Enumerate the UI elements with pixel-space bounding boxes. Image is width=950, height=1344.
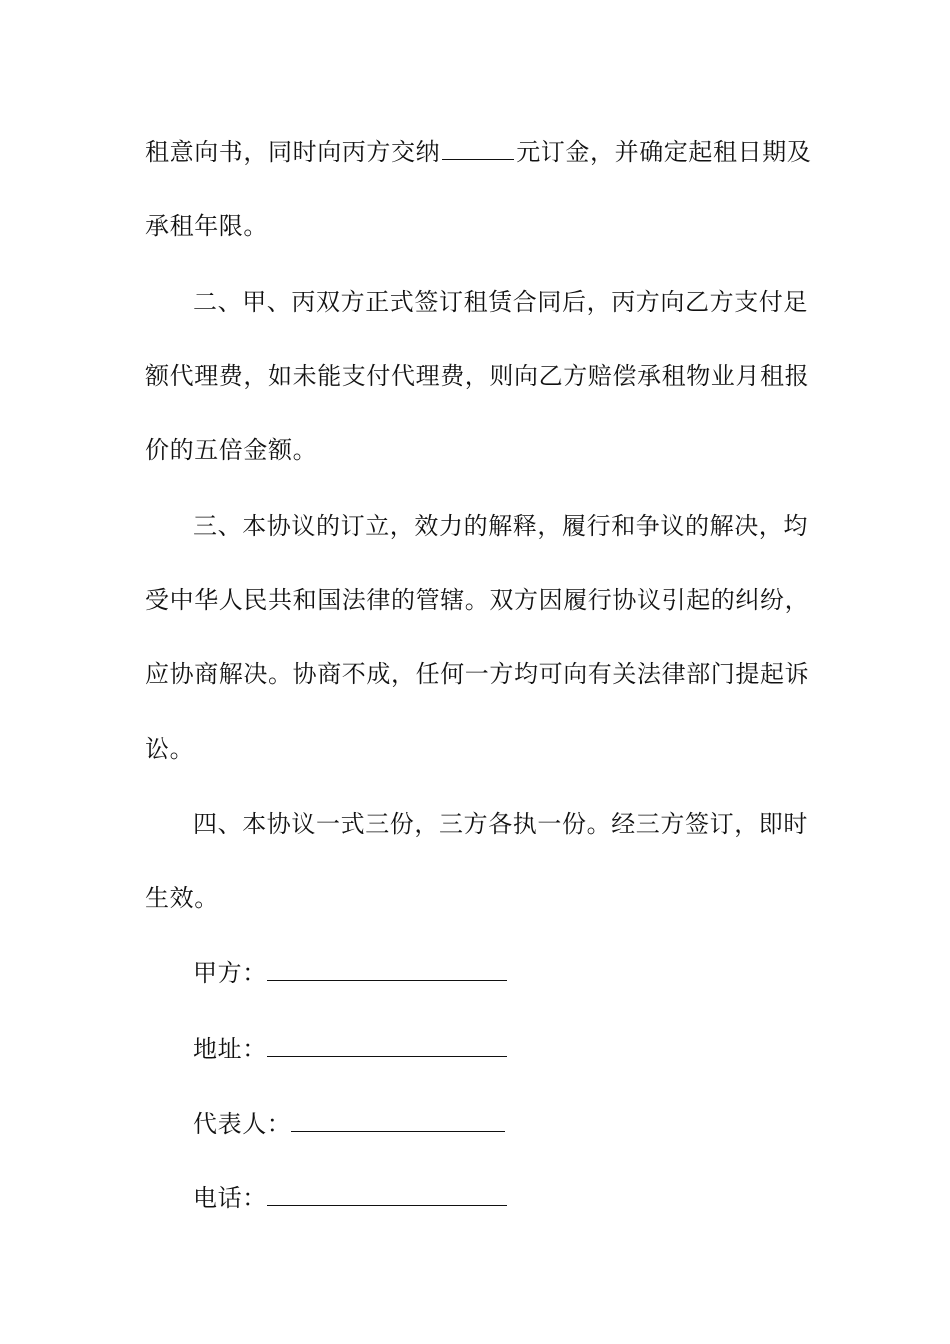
para2-line3: 价的五倍金额。 xyxy=(145,436,318,464)
representative-field xyxy=(193,1108,810,1140)
para2-line2: 额代理费，如未能支付代理费，则向乙方赔偿承租物业月租报 xyxy=(145,362,810,390)
para4-line2: 生效。 xyxy=(145,884,219,912)
para4-line1: 四、本协议一式三份，三方各执一份。经三方签订，即时 xyxy=(193,810,808,838)
party-a-label: 甲方： xyxy=(193,959,267,987)
address-field xyxy=(193,1033,810,1065)
para1-text-b: 元订金，并确定起租日期及 xyxy=(516,138,812,166)
representative-blank xyxy=(291,1111,505,1132)
para3-line2: 受中华人民共和国法律的管辖。双方因履行协议引起的纠纷， xyxy=(145,586,810,614)
para3-line3: 应协商解决。协商不成，任何一方均可向有关法律部门提起诉 xyxy=(145,660,810,688)
phone-blank xyxy=(267,1185,507,1206)
party-a-field xyxy=(193,957,810,989)
para1-line1 xyxy=(145,136,810,168)
deposit-amount-blank xyxy=(442,139,514,160)
party-a-blank xyxy=(267,960,507,981)
address-label: 地址： xyxy=(193,1035,267,1063)
phone-field xyxy=(193,1182,810,1214)
address-blank xyxy=(267,1036,507,1057)
para1-line2: 承租年限。 xyxy=(145,212,268,240)
para3-line4: 讼。 xyxy=(145,735,195,763)
para2-line1: 二、甲、丙双方正式签订租赁合同后，丙方向乙方支付足 xyxy=(193,288,808,316)
phone-label: 电话： xyxy=(193,1184,267,1212)
para1-text-a: 租意向书，同时向丙方交纳 xyxy=(145,138,441,166)
representative-label: 代表人： xyxy=(193,1110,292,1138)
para3-line1: 三、本协议的订立，效力的解释，履行和争议的解决，均 xyxy=(193,512,808,540)
